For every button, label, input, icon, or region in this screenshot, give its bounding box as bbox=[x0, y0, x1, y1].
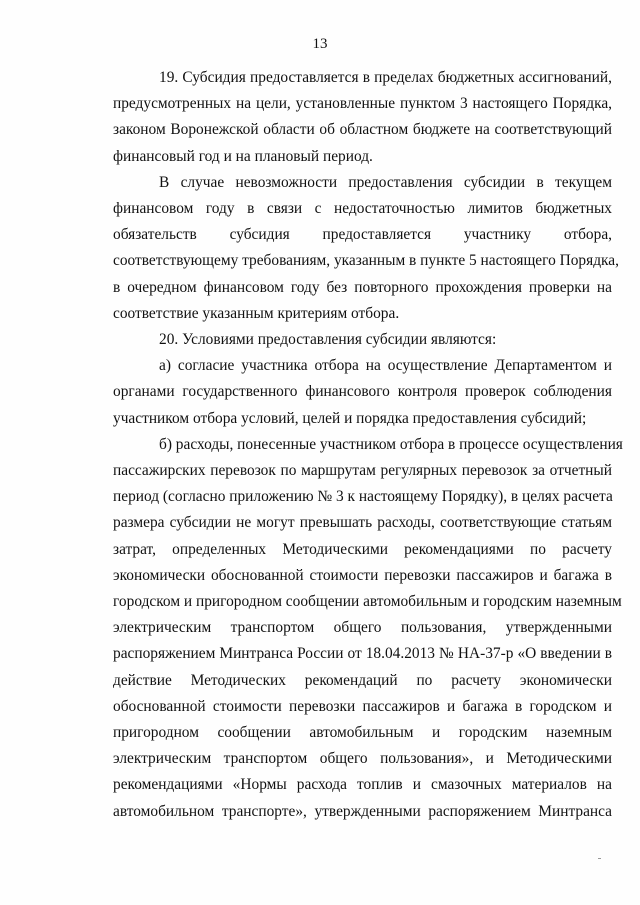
document-body bbox=[113, 65, 623, 825]
paragraph bbox=[113, 65, 612, 170]
paragraph bbox=[113, 353, 612, 432]
text-line: пассажирских перевозок по маршрутам регулярных перевозок за отчетный bbox=[113, 462, 612, 480]
text-line: распоряжением Минтранса России от 18.04.2013 № НА-37-р «О введении в bbox=[113, 645, 612, 663]
text-line: участником отбора условий, целей и порядка предоставления субсидий; bbox=[113, 409, 587, 427]
paragraph bbox=[113, 432, 623, 825]
text-line: б) расходы, понесенные участником отбора в процессе осуществления bbox=[159, 435, 623, 453]
text-line: действие Методических рекомендаций по расчету экономически bbox=[113, 671, 612, 689]
text-line: экономически обоснованной стоимости перевозки пассажиров и багажа в bbox=[113, 566, 612, 584]
text-line: финансовом году в связи с недостаточностью лимитов бюджетных bbox=[113, 200, 612, 218]
scan-artifact bbox=[598, 858, 601, 859]
text-line: затрат, определенных Методическими рекомендациями по расчету bbox=[113, 540, 612, 558]
text-line: период (согласно приложению № 3 к настоящему Порядку), в целях расчета bbox=[113, 488, 613, 506]
text-line: размера субсидии не могут превышать расходы, соответствующие статьям bbox=[113, 514, 612, 532]
text-line: предусмотренных на цели, установленные пунктом 3 настоящего Порядка, bbox=[113, 95, 612, 113]
text-line: электрическим транспортом общего пользования, утвержденными bbox=[113, 619, 612, 637]
text-line: В случае невозможности предоставления субсидии в текущем bbox=[159, 173, 612, 191]
text-line: электрическим транспортом общего пользования», и Методическими bbox=[113, 750, 612, 768]
text-line: автомобильном транспорте», утвержденными распоряжением Минтранса bbox=[113, 802, 612, 820]
text-line: городском и пригородном сообщении автомобильным и городским наземным bbox=[113, 593, 622, 611]
page-number: 13 bbox=[312, 36, 328, 52]
text-line: соответствие указанным критериям отбора. bbox=[113, 304, 400, 322]
text-line: органами государственного финансового контроля проверок соблюдения bbox=[113, 383, 612, 401]
paragraph bbox=[113, 327, 612, 353]
text-line: обязательств субсидия предоставляется участнику отбора, bbox=[113, 226, 612, 244]
paragraph bbox=[113, 170, 619, 327]
text-line: законом Воронежской области об областном бюджете на соответствующий bbox=[113, 121, 612, 139]
text-line: 19. Субсидия предоставляется в пределах бюджетных ассигнований, bbox=[159, 69, 612, 86]
text-line: обоснованной стоимости перевозки пассажиров и багажа в городском и bbox=[113, 697, 612, 715]
text-line: в очередном финансовом году без повторного прохождения проверки на bbox=[113, 278, 612, 296]
text-line: а) согласие участника отбора на осуществление Департаментом и bbox=[159, 357, 612, 375]
text-line: соответствующему требованиям, указанным в пункте 5 настоящего Порядка, bbox=[113, 252, 619, 270]
text-line: рекомендациями «Нормы расхода топлив и смазочных материалов на bbox=[113, 776, 612, 794]
text-line: 20. Условиями предоставления субсидии являются: bbox=[159, 331, 497, 349]
text-line: финансовый год и на плановый период. bbox=[113, 147, 373, 165]
text-line: пригородном сообщении автомобильным и городским наземным bbox=[113, 724, 612, 742]
